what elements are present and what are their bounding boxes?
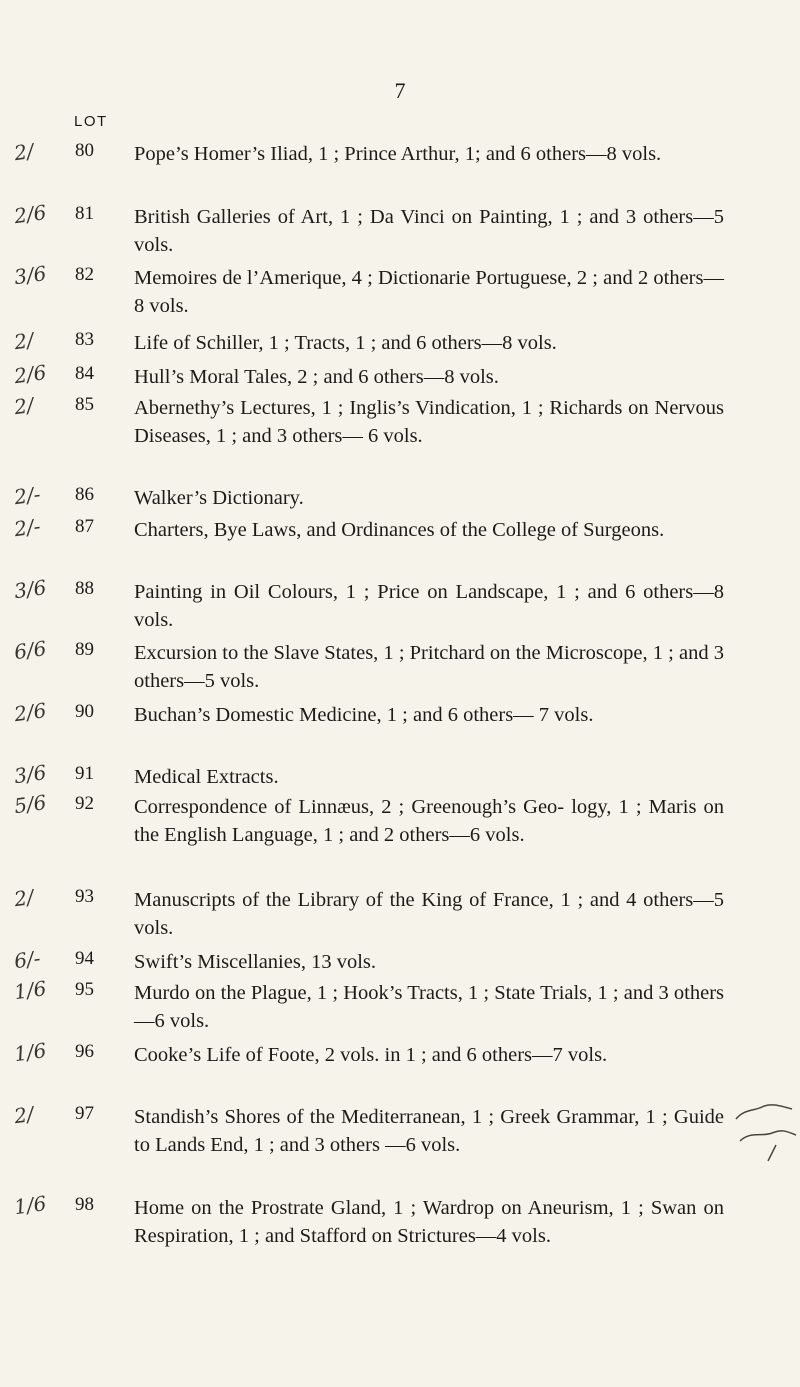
lot-description: Buchan’s Domestic Medicine, 1 ; and 6 others— 7 vols. bbox=[134, 704, 594, 726]
lot-number: 84 bbox=[75, 363, 94, 384]
lot-description: British Galleries of Art, 1 ; Da Vinci on Painting, 1 ; and 3 others—5 vols. bbox=[134, 206, 724, 256]
lot-number: 87 bbox=[75, 516, 94, 537]
lot-description: Standish’s Shores of the Mediterranean, 1 ; Greek Grammar, 1 ; Guide to Lands End, 1 ; and 3 others —6 vols. bbox=[134, 1106, 724, 1156]
lot-description: Pope’s Homer’s Iliad, 1 ; Prince Arthur, 1; and 6 others—8 vols. bbox=[134, 143, 662, 165]
handwritten-price: 6/6 bbox=[12, 635, 48, 665]
handwritten-price: 2/ bbox=[12, 884, 36, 912]
lot-number: 92 bbox=[75, 793, 94, 814]
lot-number: 93 bbox=[75, 886, 94, 907]
lot-column-header: LOT bbox=[74, 113, 108, 130]
handwritten-price: 1/6 bbox=[12, 1037, 48, 1067]
lot-number: 90 bbox=[75, 701, 94, 722]
lot-number: 89 bbox=[75, 639, 94, 660]
lot-number: 88 bbox=[75, 578, 94, 599]
lot-description: Medical Extracts. bbox=[134, 766, 279, 788]
handwritten-price: 5/6 bbox=[12, 789, 48, 819]
lot-description: Life of Schiller, 1 ; Tracts, 1 ; and 6 others—8 vols. bbox=[134, 332, 557, 354]
lot-number: 96 bbox=[75, 1041, 94, 1062]
lot-description: Hull’s Moral Tales, 2 ; and 6 others—8 vols. bbox=[134, 366, 499, 388]
lot-description: Walker’s Dictionary. bbox=[134, 487, 304, 509]
lot-number: 80 bbox=[75, 140, 94, 161]
handwritten-price: 2/ bbox=[12, 392, 36, 420]
handwritten-price: 2/ bbox=[12, 1101, 36, 1129]
handwritten-price: 3/6 bbox=[12, 260, 48, 290]
lot-number: 94 bbox=[75, 948, 94, 969]
lot-number: 82 bbox=[75, 264, 94, 285]
lot-description: Manuscripts of the Library of the King of France, 1 ; and 4 others—5 vols. bbox=[134, 889, 724, 939]
handwritten-price: 1/6 bbox=[12, 1190, 48, 1220]
lot-description: Abernethy’s Lectures, 1 ; Inglis’s Vindication, 1 ; Richards on Nervous Diseases, 1 ; and 3 others— 6 vols. bbox=[134, 397, 724, 447]
handwritten-price: 2/ bbox=[12, 138, 36, 166]
lot-description: Charters, Bye Laws, and Ordinances of the College of Surgeons. bbox=[134, 519, 665, 541]
lot-description: Home on the Prostrate Gland, 1 ; Wardrop on Aneurism, 1 ; Swan on Respiration, 1 ; and Stafford on Strictures—4 vols. bbox=[134, 1197, 724, 1247]
lot-description: Murdo on the Plague, 1 ; Hook’s Tracts, 1 ; State Trials, 1 ; and 3 others—6 vols. bbox=[134, 982, 724, 1032]
lot-number: 95 bbox=[75, 979, 94, 1000]
handwritten-price: 2/6 bbox=[12, 199, 48, 229]
page-number: 7 bbox=[394, 78, 406, 103]
lot-description: Memoires de l’Amerique, 4 ; Dictionarie Portuguese, 2 ; and 2 others—8 vols. bbox=[134, 267, 724, 317]
lot-description: Excursion to the Slave States, 1 ; Pritchard on the Microscope, 1 ; and 3 others—5 vols. bbox=[134, 642, 724, 692]
handwritten-price: 2/6 bbox=[12, 359, 48, 389]
handwritten-annotation-scribble bbox=[732, 1097, 798, 1163]
lot-number: 81 bbox=[75, 203, 94, 224]
handwritten-price: 2/- bbox=[12, 513, 42, 542]
lot-number: 97 bbox=[75, 1103, 94, 1124]
lot-number: 86 bbox=[75, 484, 94, 505]
handwritten-price: 2/ bbox=[12, 327, 36, 355]
lot-description: Correspondence of Linnæus, 2 ; Greenough’s Geo- logy, 1 ; Maris on the English Language, 1 ; and 2 others—6 vols. bbox=[134, 796, 724, 846]
lot-number: 85 bbox=[75, 394, 94, 415]
handwritten-price: 2/6 bbox=[12, 697, 48, 727]
handwritten-price: 6/- bbox=[12, 945, 42, 974]
lot-number: 83 bbox=[75, 329, 94, 350]
handwritten-price: 2/- bbox=[12, 481, 42, 510]
handwritten-price: 3/6 bbox=[12, 759, 48, 789]
lot-description: Swift’s Miscellanies, 13 vols. bbox=[134, 951, 377, 973]
handwritten-price: 1/6 bbox=[12, 975, 48, 1005]
handwritten-price: 3/6 bbox=[12, 574, 48, 604]
lot-number: 91 bbox=[75, 763, 94, 784]
lot-description: Painting in Oil Colours, 1 ; Price on Landscape, 1 ; and 6 others—8 vols. bbox=[134, 581, 724, 631]
lot-number: 98 bbox=[75, 1194, 94, 1215]
lot-description: Cooke’s Life of Foote, 2 vols. in 1 ; and 6 others—7 vols. bbox=[134, 1044, 608, 1066]
